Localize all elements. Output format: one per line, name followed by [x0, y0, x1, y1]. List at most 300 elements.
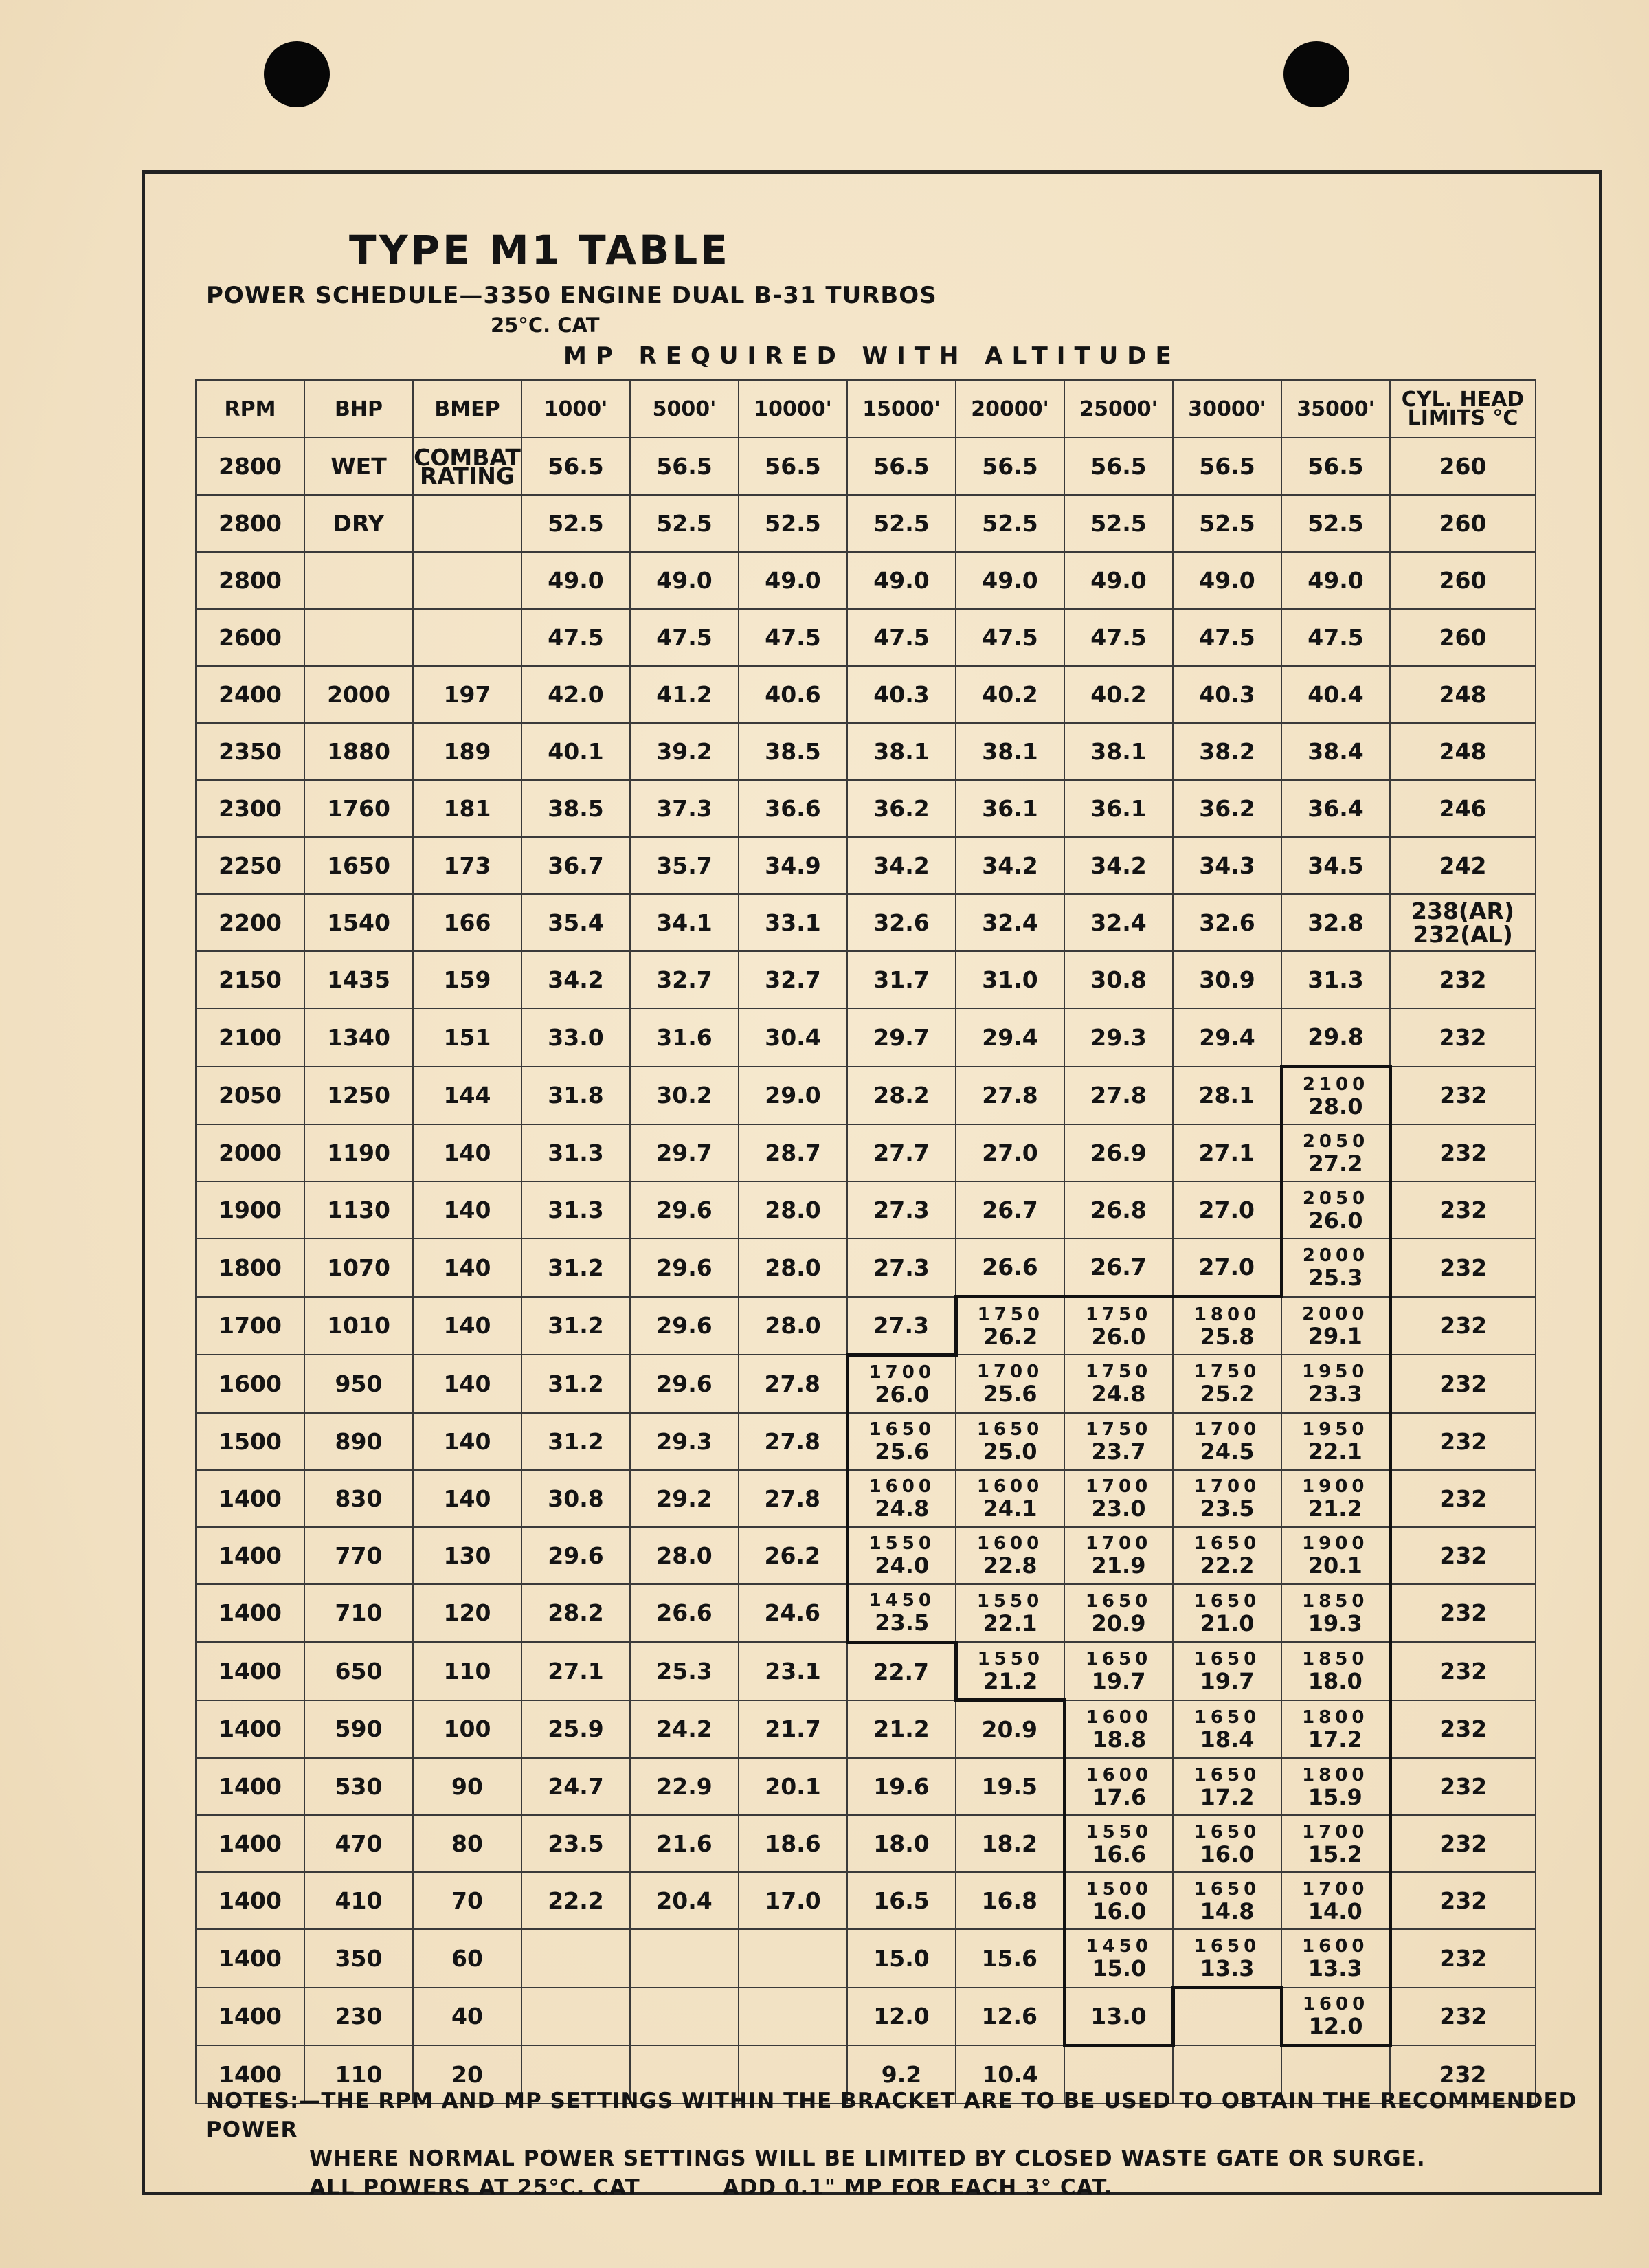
table-cell: 1435 — [304, 951, 413, 1008]
table-cell: 56.5 — [630, 438, 739, 495]
table-cell — [413, 552, 521, 609]
table-cell: 1880 — [304, 723, 413, 780]
table-cell: 1850 19.3 — [1281, 1584, 1390, 1643]
table-cell: 20.4 — [630, 1872, 739, 1929]
table-cell: 21.6 — [630, 1815, 739, 1872]
table-cell: 1700 23.5 — [1173, 1470, 1281, 1527]
table-cell: 12.6 — [956, 1988, 1064, 2046]
table-cell: 56.5 — [521, 438, 630, 495]
table-cell: 40.3 — [847, 666, 956, 723]
table-cell: 1650 22.2 — [1173, 1527, 1281, 1584]
table-cell: 232 — [1390, 1642, 1536, 1700]
table-cell: 21.2 — [847, 1700, 956, 1759]
table-cell: 23.1 — [739, 1642, 847, 1700]
table-cell: 33.1 — [739, 894, 847, 951]
table-cell: 2600 — [196, 609, 304, 666]
table-cell — [1173, 1988, 1281, 2046]
table-cell: 2250 — [196, 837, 304, 894]
table-cell: 232 — [1390, 1067, 1536, 1125]
table-cell: 1550 22.1 — [956, 1584, 1064, 1643]
table-cell: 1500 16.0 — [1064, 1872, 1173, 1929]
table-cell: 30.8 — [1064, 951, 1173, 1008]
table-cell: 18.0 — [847, 1815, 956, 1872]
table-cell: 34.2 — [521, 951, 630, 1008]
table-cell: 16.5 — [847, 1872, 956, 1929]
table-cell: 32.4 — [956, 894, 1064, 951]
table-cell: 19.5 — [956, 1758, 1064, 1815]
table-cell: 1600 22.8 — [956, 1527, 1064, 1584]
table-cell: 36.2 — [1173, 780, 1281, 837]
table-cell: 1750 25.2 — [1173, 1355, 1281, 1413]
table-cell: 10.4 — [956, 2045, 1064, 2104]
table-cell: 1800 15.9 — [1281, 1758, 1390, 1815]
table-cell: 1750 24.8 — [1064, 1355, 1173, 1413]
table-cell: 34.5 — [1281, 837, 1390, 894]
table-cell: 26.9 — [1064, 1124, 1173, 1181]
table-cell: 151 — [413, 1008, 521, 1067]
table-cell: 26.6 — [956, 1238, 1064, 1297]
table-cell: 232 — [1390, 2045, 1536, 2104]
table-cell: 56.5 — [956, 438, 1064, 495]
table-cell: 47.5 — [1173, 609, 1281, 666]
table-row — [196, 1758, 1536, 1815]
table-cell: 232 — [1390, 1413, 1536, 1470]
table-cell: 40.3 — [1173, 666, 1281, 723]
table-cell: 2000 — [304, 666, 413, 723]
table-cell: 56.5 — [847, 438, 956, 495]
table-cell: 232 — [1390, 1872, 1536, 1929]
table-cell: 38.5 — [521, 780, 630, 837]
table-row — [196, 951, 1536, 1008]
table-cell: 47.5 — [1281, 609, 1390, 666]
table-cell: 1400 — [196, 1929, 304, 1988]
table-cell: 28.1 — [1173, 1067, 1281, 1125]
table-cell: 36.7 — [521, 837, 630, 894]
page-title: TYPE M1 TABLE — [349, 227, 730, 274]
table-cell: 1750 23.7 — [1064, 1413, 1173, 1470]
table-cell: 49.0 — [630, 552, 739, 609]
table-cell: 1600 24.8 — [847, 1470, 956, 1527]
table-cell: 27.8 — [739, 1413, 847, 1470]
table-cell: 246 — [1390, 780, 1536, 837]
table-cell: 47.5 — [1064, 609, 1173, 666]
table-cell: 140 — [413, 1355, 521, 1413]
table-cell: 2800 — [196, 552, 304, 609]
table-cell: 29.7 — [847, 1008, 956, 1067]
table-cell: 29.0 — [739, 1067, 847, 1125]
punch-hole-right — [1283, 41, 1349, 107]
table-row — [196, 837, 1536, 894]
table-cell: 110 — [304, 2045, 413, 2104]
table-cell: 1400 — [196, 1700, 304, 1759]
table-cell: 52.5 — [1173, 495, 1281, 552]
table-cell: 34.2 — [956, 837, 1064, 894]
table-cell: 232 — [1390, 1584, 1536, 1643]
table-row — [196, 609, 1536, 666]
table-cell: 1650 14.8 — [1173, 1872, 1281, 1929]
table-cell: 2050 — [196, 1067, 304, 1125]
column-header: 25000' — [1064, 380, 1173, 438]
table-cell: 52.5 — [956, 495, 1064, 552]
table-cell: 38.4 — [1281, 723, 1390, 780]
table-cell: 1190 — [304, 1124, 413, 1181]
table-cell: 19.6 — [847, 1758, 956, 1815]
table-cell: 22.2 — [521, 1872, 630, 1929]
table-cell: 25.9 — [521, 1700, 630, 1759]
table-cell: 1700 24.5 — [1173, 1413, 1281, 1470]
table-cell: 56.5 — [1281, 438, 1390, 495]
table-cell: 2800 — [196, 438, 304, 495]
table-cell: 260 — [1390, 495, 1536, 552]
table-cell: 18.2 — [956, 1815, 1064, 1872]
table-cell: 890 — [304, 1413, 413, 1470]
table-cell: 16.8 — [956, 1872, 1064, 1929]
table-cell: 2300 — [196, 780, 304, 837]
table-cell: 31.2 — [521, 1238, 630, 1297]
table-cell: 28.0 — [739, 1297, 847, 1355]
punch-hole-left — [264, 41, 330, 107]
table-cell: 140 — [413, 1413, 521, 1470]
table-cell: 56.5 — [1064, 438, 1173, 495]
table-cell: 52.5 — [847, 495, 956, 552]
table-cell: 38.5 — [739, 723, 847, 780]
table-cell — [521, 1988, 630, 2046]
table-cell: 24.7 — [521, 1758, 630, 1815]
table-cell: 1070 — [304, 1238, 413, 1297]
table-cell: 30.8 — [521, 1470, 630, 1527]
table-cell: 29.2 — [630, 1470, 739, 1527]
table-cell: 1550 21.2 — [956, 1642, 1064, 1700]
table-cell: 1650 25.6 — [847, 1413, 956, 1470]
table-row — [196, 1413, 1536, 1470]
table-cell: 47.5 — [521, 609, 630, 666]
table-cell: 232 — [1390, 1758, 1536, 1815]
table-cell: 41.2 — [630, 666, 739, 723]
table-cell: 1400 — [196, 1470, 304, 1527]
page-subtitle: POWER SCHEDULE—3350 ENGINE DUAL B-31 TURBOS — [206, 282, 937, 309]
table-cell: 1650 19.7 — [1173, 1642, 1281, 1700]
column-header: 35000' — [1281, 380, 1390, 438]
table-cell: 42.0 — [521, 666, 630, 723]
table-cell: 13.0 — [1064, 1988, 1173, 2046]
table-cell: 29.7 — [630, 1124, 739, 1181]
table-cell: 47.5 — [630, 609, 739, 666]
table-cell: 248 — [1390, 723, 1536, 780]
table-cell: 29.6 — [630, 1181, 739, 1238]
table-row — [196, 1297, 1536, 1355]
table-cell: 2200 — [196, 894, 304, 951]
table-cell: 1700 21.9 — [1064, 1527, 1173, 1584]
table-cell: 34.9 — [739, 837, 847, 894]
table-cell: 232 — [1390, 1470, 1536, 1527]
column-header: RPM — [196, 380, 304, 438]
table-cell: 26.7 — [956, 1181, 1064, 1238]
table-cell: 36.2 — [847, 780, 956, 837]
table-cell: 31.2 — [521, 1297, 630, 1355]
table-cell: 37.3 — [630, 780, 739, 837]
table-cell: 1400 — [196, 1584, 304, 1643]
table-cell: 26.2 — [739, 1527, 847, 1584]
table-cell: 29.3 — [630, 1413, 739, 1470]
table-cell: 27.7 — [847, 1124, 956, 1181]
table-cell: 2800 — [196, 495, 304, 552]
table-cell: 49.0 — [1064, 552, 1173, 609]
table-cell: 130 — [413, 1527, 521, 1584]
table-cell: 1650 19.7 — [1064, 1642, 1173, 1700]
table-cell — [630, 1988, 739, 2046]
table-cell: 260 — [1390, 609, 1536, 666]
table-cell: 9.2 — [847, 2045, 956, 2104]
table-cell: 1400 — [196, 2045, 304, 2104]
table-cell — [304, 552, 413, 609]
table-cell: 1800 25.8 — [1173, 1297, 1281, 1355]
mp-heading: MP REQUIRED WITH ALTITUDE — [563, 342, 1180, 370]
table-cell: 1700 26.0 — [847, 1355, 956, 1413]
column-header: CYL. HEAD LIMITS °C — [1390, 380, 1536, 438]
column-header: 1000' — [521, 380, 630, 438]
table-cell — [304, 609, 413, 666]
table-cell: 1400 — [196, 1815, 304, 1872]
table-cell: 830 — [304, 1470, 413, 1527]
table-cell: 1450 23.5 — [847, 1584, 956, 1643]
table-cell: 15.6 — [956, 1929, 1064, 1988]
table-cell: 27.3 — [847, 1238, 956, 1297]
table-cell: 27.8 — [956, 1067, 1064, 1125]
table-cell: 1700 25.6 — [956, 1355, 1064, 1413]
table-cell: 30.2 — [630, 1067, 739, 1125]
table-cell: 23.5 — [521, 1815, 630, 1872]
table-cell — [413, 495, 521, 552]
table-cell: 47.5 — [847, 609, 956, 666]
table-cell: 38.2 — [1173, 723, 1281, 780]
table-cell: 32.4 — [1064, 894, 1173, 951]
table-cell: 12.0 — [847, 1988, 956, 2046]
table-cell: 49.0 — [956, 552, 1064, 609]
table-cell: 35.4 — [521, 894, 630, 951]
table-cell: 1650 18.4 — [1173, 1700, 1281, 1759]
table-cell: 29.3 — [1064, 1008, 1173, 1067]
column-header: BMEP — [413, 380, 521, 438]
table-row — [196, 1584, 1536, 1643]
table-cell: 1850 18.0 — [1281, 1642, 1390, 1700]
table-cell: 1550 16.6 — [1064, 1815, 1173, 1872]
table-cell: 232 — [1390, 1700, 1536, 1759]
table-cell: 232 — [1390, 1181, 1536, 1238]
table-cell: 2000 25.3 — [1281, 1238, 1390, 1297]
table-row — [196, 1124, 1536, 1181]
table-cell: 40.2 — [956, 666, 1064, 723]
table-cell: 56.5 — [1173, 438, 1281, 495]
table-row — [196, 780, 1536, 837]
table-cell: 32.6 — [1173, 894, 1281, 951]
table-cell: 32.6 — [847, 894, 956, 951]
table-cell: 1650 21.0 — [1173, 1584, 1281, 1643]
table-cell: 1800 17.2 — [1281, 1700, 1390, 1759]
table-cell: 1600 18.8 — [1064, 1700, 1173, 1759]
table-cell: 49.0 — [1173, 552, 1281, 609]
table-row — [196, 1470, 1536, 1527]
table-cell: 1400 — [196, 1758, 304, 1815]
table-cell: 27.1 — [521, 1642, 630, 1700]
table-cell: 40.2 — [1064, 666, 1173, 723]
table-cell: 36.1 — [1064, 780, 1173, 837]
table-cell: 1340 — [304, 1008, 413, 1067]
table-cell: 34.2 — [1064, 837, 1173, 894]
table-cell: 1600 13.3 — [1281, 1929, 1390, 1988]
table-cell: WET — [304, 438, 413, 495]
table-cell: 232 — [1390, 1008, 1536, 1067]
table-row — [196, 666, 1536, 723]
table-cell: 189 — [413, 723, 521, 780]
table-cell: 29.8 — [1281, 1008, 1390, 1067]
table-cell: 410 — [304, 1872, 413, 1929]
table-cell: 232 — [1390, 1297, 1536, 1355]
table-cell: 2400 — [196, 666, 304, 723]
table-cell: 36.1 — [956, 780, 1064, 837]
table-cell: 260 — [1390, 438, 1536, 495]
table-row — [196, 723, 1536, 780]
table-cell: 1760 — [304, 780, 413, 837]
table-cell: 36.6 — [739, 780, 847, 837]
table-cell: 24.2 — [630, 1700, 739, 1759]
table-cell: 140 — [413, 1124, 521, 1181]
table-cell: 120 — [413, 1584, 521, 1643]
table-cell: 31.2 — [521, 1413, 630, 1470]
table-cell: 140 — [413, 1238, 521, 1297]
table-cell: 32.8 — [1281, 894, 1390, 951]
table-cell: 1600 17.6 — [1064, 1758, 1173, 1815]
table-cell: 1950 22.1 — [1281, 1413, 1390, 1470]
table-cell: 2150 — [196, 951, 304, 1008]
table-cell: 173 — [413, 837, 521, 894]
table-cell: 33.0 — [521, 1008, 630, 1067]
table-cell: 28.0 — [739, 1238, 847, 1297]
table-cell: 1750 26.2 — [956, 1297, 1064, 1355]
table-row — [196, 894, 1536, 951]
table-row — [196, 1008, 1536, 1067]
table-cell: 232 — [1390, 1355, 1536, 1413]
table-cell: 1650 — [304, 837, 413, 894]
table-cell: 140 — [413, 1470, 521, 1527]
table-cell: 39.2 — [630, 723, 739, 780]
table-cell: 40.4 — [1281, 666, 1390, 723]
table-cell: 52.5 — [630, 495, 739, 552]
table-cell: 230 — [304, 1988, 413, 2046]
table-row — [196, 438, 1536, 495]
table-cell: 650 — [304, 1642, 413, 1700]
table-cell: 31.8 — [521, 1067, 630, 1125]
table-cell: 27.3 — [847, 1181, 956, 1238]
table-cell: 52.5 — [1281, 495, 1390, 552]
table-cell: 238(AR) 232(AL) — [1390, 894, 1536, 951]
table-cell: 31.3 — [521, 1181, 630, 1238]
table-cell: 35.7 — [630, 837, 739, 894]
table-cell: 40 — [413, 1988, 521, 2046]
table-cell: 232 — [1390, 1988, 1536, 2046]
table-cell: 30.4 — [739, 1008, 847, 1067]
notes-block — [206, 2087, 1649, 2202]
table-cell: 1800 — [196, 1238, 304, 1297]
column-header: BHP — [304, 380, 413, 438]
table-cell: 49.0 — [1281, 552, 1390, 609]
table-cell: 29.6 — [630, 1297, 739, 1355]
table-cell: 60 — [413, 1929, 521, 1988]
table-cell: 17.0 — [739, 1872, 847, 1929]
table-cell: 1400 — [196, 1872, 304, 1929]
table-cell: 18.6 — [739, 1815, 847, 1872]
table-cell: 2050 27.2 — [1281, 1124, 1390, 1181]
table-cell: 25.3 — [630, 1642, 739, 1700]
table-cell: 242 — [1390, 837, 1536, 894]
table-cell: 1450 15.0 — [1064, 1929, 1173, 1988]
table-cell: 28.0 — [630, 1527, 739, 1584]
table-cell: 1550 24.0 — [847, 1527, 956, 1584]
table-body — [196, 438, 1536, 2104]
table-cell: 1650 16.0 — [1173, 1815, 1281, 1872]
table-cell: 1650 13.3 — [1173, 1929, 1281, 1988]
table-cell: 56.5 — [739, 438, 847, 495]
table-cell: 1400 — [196, 1527, 304, 1584]
table-cell: 1700 15.2 — [1281, 1815, 1390, 1872]
table-cell: 21.7 — [739, 1700, 847, 1759]
table-cell: 2100 28.0 — [1281, 1067, 1390, 1125]
table-row — [196, 1642, 1536, 1700]
table-cell: 26.6 — [630, 1584, 739, 1643]
table-cell: 27.8 — [739, 1355, 847, 1413]
table-cell: 38.1 — [847, 723, 956, 780]
table-cell: 27.3 — [847, 1297, 956, 1355]
table-cell: 1500 — [196, 1413, 304, 1470]
table-row — [196, 1815, 1536, 1872]
table-cell: 1600 24.1 — [956, 1470, 1064, 1527]
table-header-row — [196, 380, 1536, 438]
table-cell: 22.7 — [847, 1642, 956, 1700]
table-cell: 26.8 — [1064, 1181, 1173, 1238]
table-row — [196, 1929, 1536, 1988]
table-cell: 38.1 — [1064, 723, 1173, 780]
column-header: 30000' — [1173, 380, 1281, 438]
table-cell: 144 — [413, 1067, 521, 1125]
table-cell: 1700 14.0 — [1281, 1872, 1390, 1929]
table-cell: 1540 — [304, 894, 413, 951]
table-cell: 49.0 — [847, 552, 956, 609]
table-cell: 28.0 — [739, 1181, 847, 1238]
table-row — [196, 1527, 1536, 1584]
table-cell: 770 — [304, 1527, 413, 1584]
table-cell: 232 — [1390, 1124, 1536, 1181]
table-cell: 2000 29.1 — [1281, 1297, 1390, 1355]
table-cell: 29.4 — [956, 1008, 1064, 1067]
table-cell: 232 — [1390, 1815, 1536, 1872]
table-cell: 27.0 — [1173, 1238, 1281, 1297]
table-cell: 181 — [413, 780, 521, 837]
table-cell: 1650 17.2 — [1173, 1758, 1281, 1815]
table-cell: 1600 12.0 — [1281, 1988, 1390, 2046]
table-row — [196, 1355, 1536, 1413]
notes-line-2: WHERE NORMAL POWER SETTINGS WILL BE LIMITED BY CLOSED WASTE GATE OR SURGE. — [309, 2146, 1426, 2171]
table-cell: 32.7 — [630, 951, 739, 1008]
table-cell: 32.7 — [739, 951, 847, 1008]
table-cell: 2100 — [196, 1008, 304, 1067]
table-cell: 27.8 — [1064, 1067, 1173, 1125]
table-cell: 110 — [413, 1642, 521, 1700]
table-cell: 20 — [413, 2045, 521, 2104]
table-cell: 34.1 — [630, 894, 739, 951]
table-cell: 2050 26.0 — [1281, 1181, 1390, 1238]
table-cell: 31.2 — [521, 1355, 630, 1413]
table-cell: 30.9 — [1173, 951, 1281, 1008]
table-cell: 1900 20.1 — [1281, 1527, 1390, 1584]
